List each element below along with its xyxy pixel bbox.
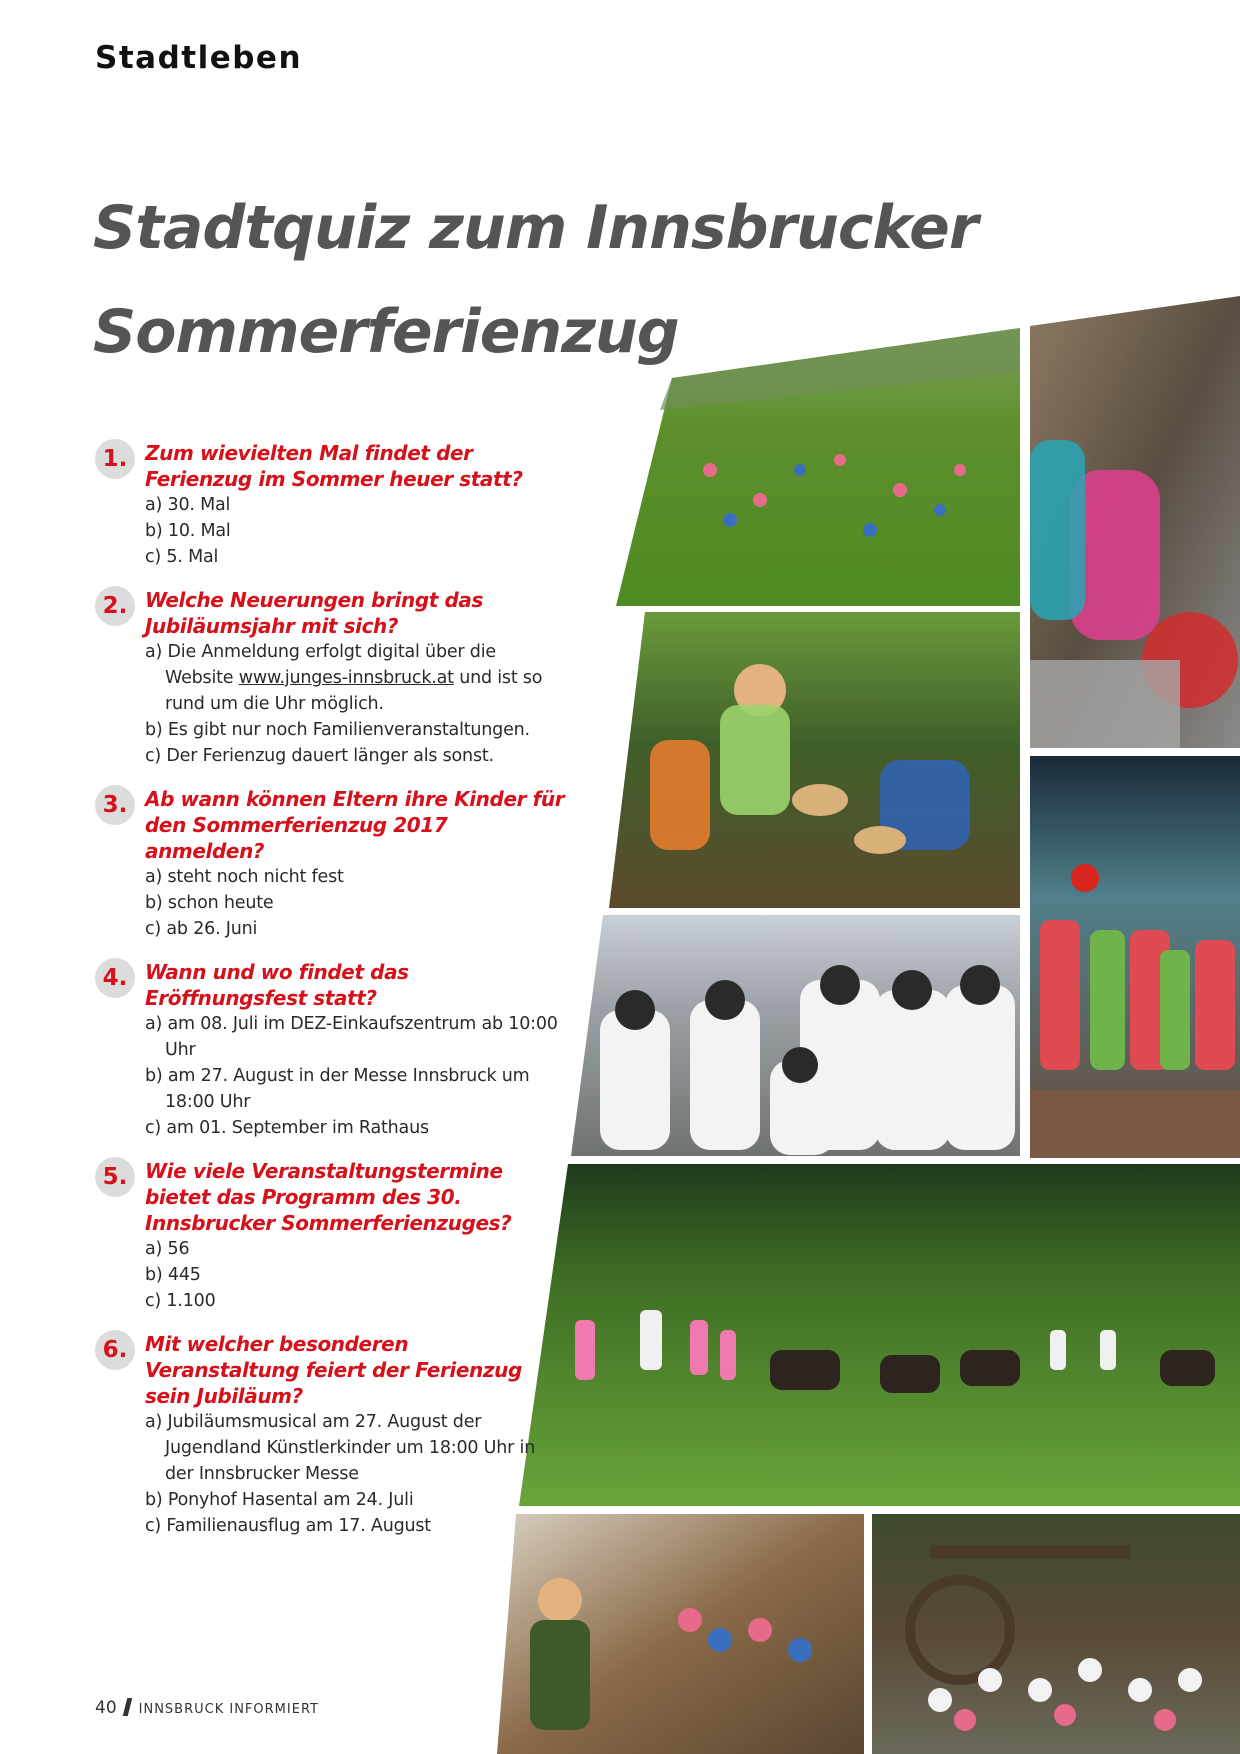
photo-wood-table (609, 612, 1020, 908)
answer-b: b) Ponyhof Hasental am 24. Juli (145, 1490, 414, 1510)
answer-b: b) 10. Mal (145, 521, 231, 541)
question-number-badge: 1. (95, 439, 135, 479)
answer-b: b) 445 (145, 1265, 201, 1285)
photo-forest-group (872, 1514, 1240, 1754)
answer-list (145, 492, 565, 570)
quiz-question-6 (95, 1331, 565, 1539)
section-label: Stadtleben (95, 40, 303, 76)
answer-list (145, 1236, 565, 1314)
question-text: Ab wann können Eltern ihre Kinder für den Sommerferienzug 2017 anmelden? (145, 787, 565, 863)
answer-b: b) Es gibt nur noch Familienveranstaltungen. (145, 720, 530, 740)
answer-list (145, 1011, 565, 1141)
magazine-name: INNSBRUCK INFORMIERT (138, 1702, 319, 1717)
answer-c: c) am 01. September im Rathaus (145, 1118, 429, 1138)
answer-list (145, 864, 565, 942)
answer-list (145, 639, 565, 769)
photo-kitchen (1030, 296, 1240, 748)
question-number-badge: 5. (95, 1157, 135, 1197)
answer-a-cont: Website (165, 668, 239, 688)
question-text: Wie viele Veranstaltungstermine bietet das Programm des 30. Innsbrucker Sommerferienzuges? (145, 1159, 512, 1235)
answer-b: b) schon heute (145, 893, 274, 913)
answer-b: b) am 27. August in der Messe Innsbruck um 18:00 Uhr (145, 1066, 530, 1112)
answer-a-cont-post: und ist so rund um die Uhr möglich. (165, 668, 543, 714)
answer-a: a) steht noch nicht fest (145, 867, 344, 887)
question-text: Welche Neuerungen bringt das Jubiläumsjahr mit sich? (145, 588, 483, 638)
quiz-question-2 (95, 587, 565, 769)
answer-c: c) Familienausflug am 17. August (145, 1516, 431, 1536)
quiz-list (95, 440, 565, 1556)
photo-ponies (519, 1164, 1240, 1506)
title-line-2: Sommerferienzug (93, 297, 679, 367)
quiz-question-1 (95, 440, 565, 570)
answer-a (145, 639, 565, 717)
photo-beekeepers (571, 915, 1020, 1156)
answer-a: a) 30. Mal (145, 495, 231, 515)
answer-a: a) 56 (145, 1239, 190, 1259)
question-text: Zum wievielten Mal findet der Ferienzug im Sommer heuer statt? (145, 441, 523, 491)
answer-a: a) am 08. Juli im DEZ-Einkaufszentrum ab 10:00 Uhr (145, 1014, 558, 1060)
question-text: Mit welcher besonderen Veranstaltung feiert der Ferienzug sein Jubiläum? (145, 1332, 522, 1408)
photo-stage (1030, 756, 1240, 1158)
question-number-badge: 4. (95, 958, 135, 998)
question-number-badge: 6. (95, 1330, 135, 1370)
answer-a: a) Jubiläumsmusical am 27. August der Jugendland Künstlerkinder um 18:00 Uhr in der Innsbrucker Messe (145, 1412, 536, 1484)
quiz-question-3 (95, 786, 565, 942)
page-number: 40 (95, 1698, 117, 1718)
slash-divider (122, 1698, 131, 1716)
answer-c: c) 5. Mal (145, 547, 219, 567)
question-text: Wann und wo findet das Eröffnungsfest statt? (145, 960, 409, 1010)
answer-list (145, 1409, 565, 1539)
quiz-question-4 (95, 959, 565, 1141)
website-link[interactable]: www.junges-innsbruck.at (238, 668, 454, 688)
answer-c: c) ab 26. Juni (145, 919, 258, 939)
question-number-badge: 3. (95, 785, 135, 825)
page-footer (95, 1698, 319, 1718)
question-number-badge: 2. (95, 586, 135, 626)
answer-c: c) Der Ferienzug dauert länger als sonst. (145, 746, 494, 766)
quiz-question-5 (95, 1158, 565, 1314)
title-line-1: Stadtquiz zum Innsbrucker (93, 193, 978, 263)
answer-c: c) 1.100 (145, 1291, 216, 1311)
photo-meadow (616, 328, 1020, 606)
answer-a-text: a) Die Anmeldung erfolgt digital über die (145, 642, 496, 662)
